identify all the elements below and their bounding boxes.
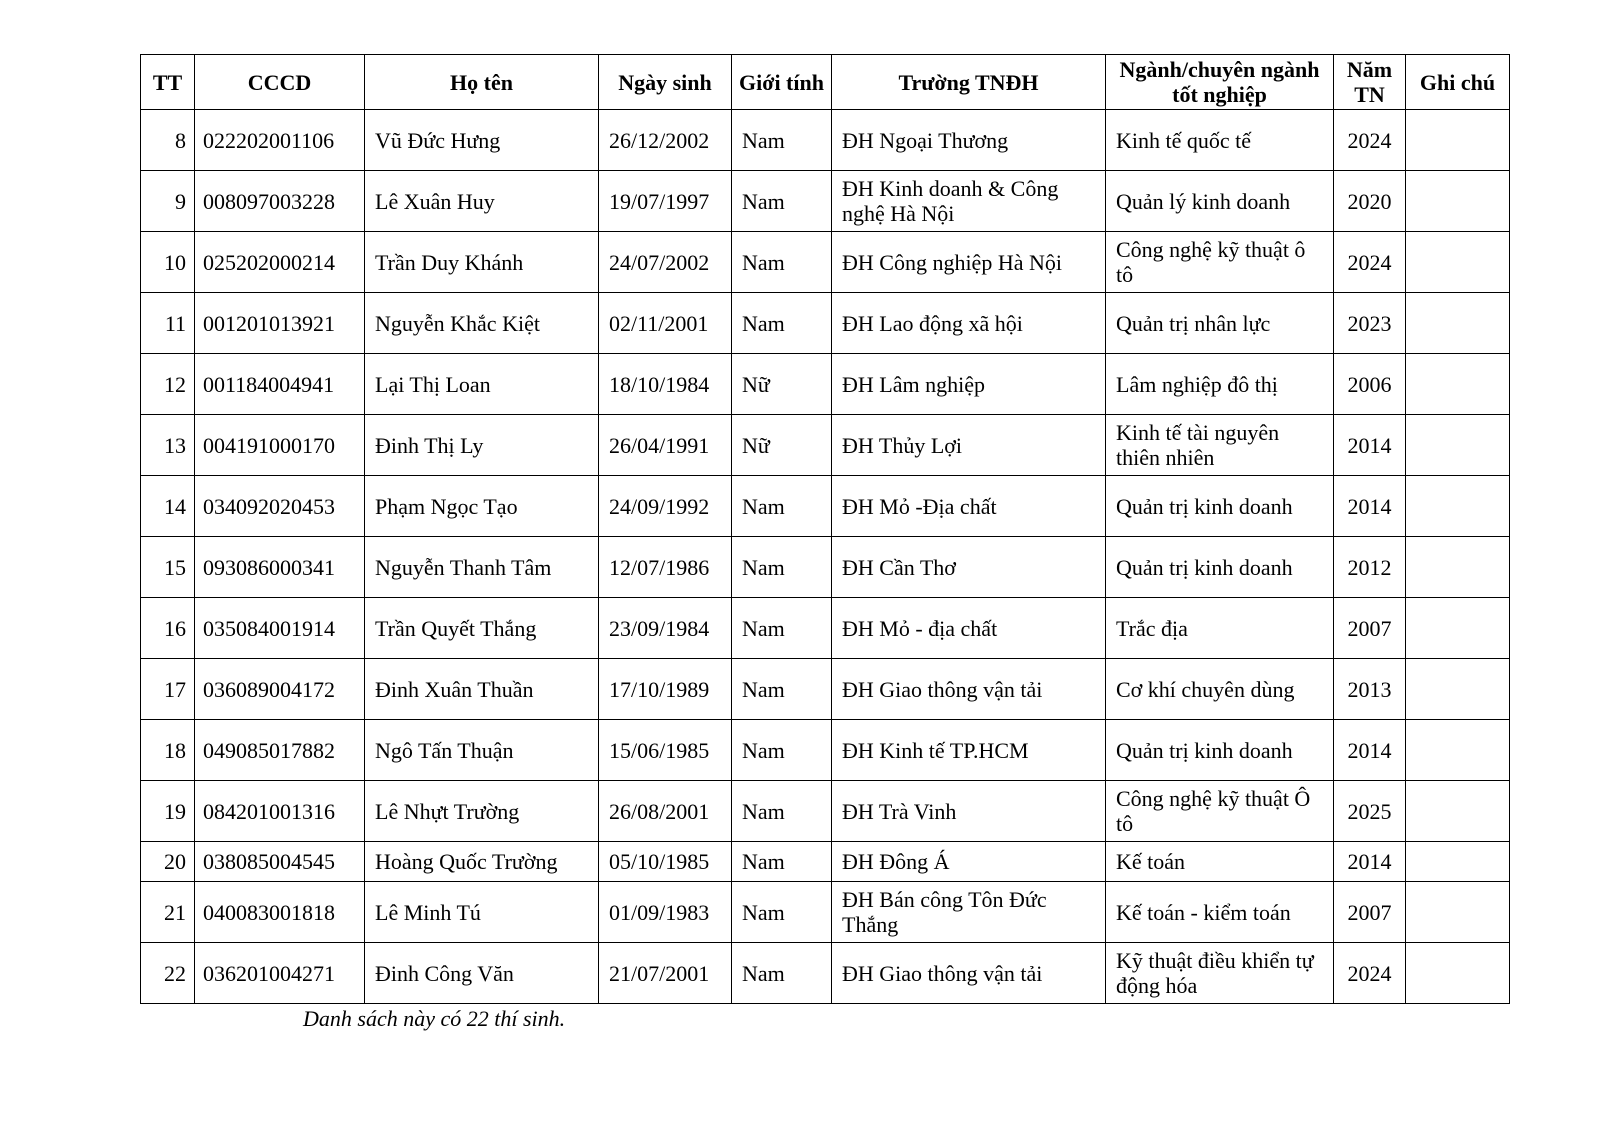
cell-tt: 10 bbox=[141, 232, 195, 293]
table-row bbox=[141, 598, 1510, 659]
cell-year: 2006 bbox=[1334, 354, 1406, 415]
cell-school: ĐH Mỏ - địa chất bbox=[832, 598, 1106, 659]
cell-cccd: 022202001106 bbox=[195, 110, 365, 171]
candidate-table bbox=[140, 54, 1510, 1004]
cell-note bbox=[1406, 415, 1510, 476]
header-name: Họ tên bbox=[365, 55, 599, 110]
cell-name: Trần Duy Khánh bbox=[365, 232, 599, 293]
cell-gender: Nam bbox=[732, 476, 832, 537]
table-row bbox=[141, 110, 1510, 171]
cell-dob: 01/09/1983 bbox=[599, 882, 732, 943]
cell-cccd: 001184004941 bbox=[195, 354, 365, 415]
cell-school: ĐH Ngoại Thương bbox=[832, 110, 1106, 171]
header-major: Ngành/chuyên ngành tốt nghiệp bbox=[1106, 55, 1334, 110]
cell-cccd: 004191000170 bbox=[195, 415, 365, 476]
cell-major: Quản trị kinh doanh bbox=[1106, 537, 1334, 598]
cell-gender: Nam bbox=[732, 171, 832, 232]
cell-note bbox=[1406, 232, 1510, 293]
cell-gender: Nam bbox=[732, 842, 832, 882]
cell-dob: 26/08/2001 bbox=[599, 781, 732, 842]
cell-major: Quản trị kinh doanh bbox=[1106, 476, 1334, 537]
cell-name: Lê Minh Tú bbox=[365, 882, 599, 943]
cell-school: ĐH Bán công Tôn Đức Thắng bbox=[832, 882, 1106, 943]
cell-name: Vũ Đức Hưng bbox=[365, 110, 599, 171]
cell-cccd: 084201001316 bbox=[195, 781, 365, 842]
cell-major: Trắc địa bbox=[1106, 598, 1334, 659]
cell-note bbox=[1406, 476, 1510, 537]
cell-year: 2007 bbox=[1334, 882, 1406, 943]
table-row bbox=[141, 943, 1510, 1004]
table-row bbox=[141, 842, 1510, 882]
cell-year: 2014 bbox=[1334, 842, 1406, 882]
cell-dob: 05/10/1985 bbox=[599, 842, 732, 882]
cell-cccd: 035084001914 bbox=[195, 598, 365, 659]
table-row bbox=[141, 781, 1510, 842]
cell-note bbox=[1406, 882, 1510, 943]
cell-tt: 13 bbox=[141, 415, 195, 476]
cell-tt: 12 bbox=[141, 354, 195, 415]
cell-major: Kinh tế tài nguyên thiên nhiên bbox=[1106, 415, 1334, 476]
cell-gender: Nam bbox=[732, 720, 832, 781]
cell-tt: 9 bbox=[141, 171, 195, 232]
table-row bbox=[141, 415, 1510, 476]
cell-tt: 19 bbox=[141, 781, 195, 842]
cell-gender: Nam bbox=[732, 537, 832, 598]
cell-year: 2023 bbox=[1334, 293, 1406, 354]
cell-major: Kế toán - kiểm toán bbox=[1106, 882, 1334, 943]
cell-gender: Nữ bbox=[732, 415, 832, 476]
cell-year: 2025 bbox=[1334, 781, 1406, 842]
table-row bbox=[141, 354, 1510, 415]
cell-name: Hoàng Quốc Trường bbox=[365, 842, 599, 882]
table-row bbox=[141, 720, 1510, 781]
cell-name: Lại Thị Loan bbox=[365, 354, 599, 415]
cell-tt: 11 bbox=[141, 293, 195, 354]
cell-tt: 16 bbox=[141, 598, 195, 659]
table-row bbox=[141, 293, 1510, 354]
cell-note bbox=[1406, 354, 1510, 415]
cell-name: Nguyễn Khắc Kiệt bbox=[365, 293, 599, 354]
cell-year: 2013 bbox=[1334, 659, 1406, 720]
cell-name: Ngô Tấn Thuận bbox=[365, 720, 599, 781]
cell-gender: Nam bbox=[732, 659, 832, 720]
cell-year: 2024 bbox=[1334, 110, 1406, 171]
cell-cccd: 034092020453 bbox=[195, 476, 365, 537]
cell-dob: 24/07/2002 bbox=[599, 232, 732, 293]
header-tt: TT bbox=[141, 55, 195, 110]
cell-major: Kế toán bbox=[1106, 842, 1334, 882]
cell-dob: 02/11/2001 bbox=[599, 293, 732, 354]
cell-major: Quản trị nhân lực bbox=[1106, 293, 1334, 354]
cell-tt: 21 bbox=[141, 882, 195, 943]
cell-dob: 26/04/1991 bbox=[599, 415, 732, 476]
cell-major: Công nghệ kỹ thuật Ô tô bbox=[1106, 781, 1334, 842]
cell-gender: Nam bbox=[732, 598, 832, 659]
cell-cccd: 093086000341 bbox=[195, 537, 365, 598]
cell-dob: 24/09/1992 bbox=[599, 476, 732, 537]
cell-dob: 17/10/1989 bbox=[599, 659, 732, 720]
cell-cccd: 001201013921 bbox=[195, 293, 365, 354]
cell-name: Đinh Thị Ly bbox=[365, 415, 599, 476]
header-dob: Ngày sinh bbox=[599, 55, 732, 110]
cell-year: 2020 bbox=[1334, 171, 1406, 232]
cell-cccd: 008097003228 bbox=[195, 171, 365, 232]
cell-name: Đinh Công Văn bbox=[365, 943, 599, 1004]
cell-dob: 18/10/1984 bbox=[599, 354, 732, 415]
cell-major: Quản lý kinh doanh bbox=[1106, 171, 1334, 232]
cell-name: Trần Quyết Thắng bbox=[365, 598, 599, 659]
cell-dob: 19/07/1997 bbox=[599, 171, 732, 232]
table-header-row bbox=[141, 55, 1510, 110]
cell-cccd: 038085004545 bbox=[195, 842, 365, 882]
cell-year: 2024 bbox=[1334, 232, 1406, 293]
cell-name: Nguyễn Thanh Tâm bbox=[365, 537, 599, 598]
table-row bbox=[141, 232, 1510, 293]
cell-gender: Nam bbox=[732, 232, 832, 293]
cell-tt: 15 bbox=[141, 537, 195, 598]
cell-name: Đinh Xuân Thuần bbox=[365, 659, 599, 720]
cell-cccd: 049085017882 bbox=[195, 720, 365, 781]
cell-dob: 26/12/2002 bbox=[599, 110, 732, 171]
cell-cccd: 025202000214 bbox=[195, 232, 365, 293]
cell-note bbox=[1406, 943, 1510, 1004]
table-row bbox=[141, 476, 1510, 537]
cell-school: ĐH Lao động xã hội bbox=[832, 293, 1106, 354]
cell-tt: 22 bbox=[141, 943, 195, 1004]
table-body bbox=[141, 110, 1510, 1004]
cell-major: Công nghệ kỹ thuật ô tô bbox=[1106, 232, 1334, 293]
cell-school: ĐH Giao thông vận tải bbox=[832, 943, 1106, 1004]
cell-dob: 15/06/1985 bbox=[599, 720, 732, 781]
cell-school: ĐH Công nghiệp Hà Nội bbox=[832, 232, 1106, 293]
cell-major: Lâm nghiệp đô thị bbox=[1106, 354, 1334, 415]
cell-note bbox=[1406, 781, 1510, 842]
cell-major: Kỹ thuật điều khiển tự động hóa bbox=[1106, 943, 1334, 1004]
cell-note bbox=[1406, 293, 1510, 354]
cell-major: Cơ khí chuyên dùng bbox=[1106, 659, 1334, 720]
cell-tt: 20 bbox=[141, 842, 195, 882]
cell-year: 2014 bbox=[1334, 476, 1406, 537]
cell-gender: Nam bbox=[732, 781, 832, 842]
cell-note bbox=[1406, 110, 1510, 171]
cell-gender: Nam bbox=[732, 943, 832, 1004]
cell-gender: Nam bbox=[732, 293, 832, 354]
header-year: Năm TN bbox=[1334, 55, 1406, 110]
cell-tt: 14 bbox=[141, 476, 195, 537]
cell-year: 2024 bbox=[1334, 943, 1406, 1004]
cell-note bbox=[1406, 659, 1510, 720]
cell-gender: Nam bbox=[732, 882, 832, 943]
cell-school: ĐH Cần Thơ bbox=[832, 537, 1106, 598]
cell-tt: 8 bbox=[141, 110, 195, 171]
cell-dob: 23/09/1984 bbox=[599, 598, 732, 659]
cell-note bbox=[1406, 171, 1510, 232]
cell-school: ĐH Kinh doanh & Công nghệ Hà Nội bbox=[832, 171, 1106, 232]
cell-tt: 17 bbox=[141, 659, 195, 720]
cell-note bbox=[1406, 842, 1510, 882]
cell-dob: 21/07/2001 bbox=[599, 943, 732, 1004]
cell-cccd: 036089004172 bbox=[195, 659, 365, 720]
cell-major: Kinh tế quốc tế bbox=[1106, 110, 1334, 171]
cell-name: Lê Nhựt Trường bbox=[365, 781, 599, 842]
cell-year: 2012 bbox=[1334, 537, 1406, 598]
cell-name: Phạm Ngọc Tạo bbox=[365, 476, 599, 537]
cell-school: ĐH Giao thông vận tải bbox=[832, 659, 1106, 720]
cell-tt: 18 bbox=[141, 720, 195, 781]
cell-school: ĐH Mỏ -Địa chất bbox=[832, 476, 1106, 537]
header-cccd: CCCD bbox=[195, 55, 365, 110]
cell-school: ĐH Đông Á bbox=[832, 842, 1106, 882]
cell-cccd: 040083001818 bbox=[195, 882, 365, 943]
header-school: Trường TNĐH bbox=[832, 55, 1106, 110]
cell-major: Quản trị kinh doanh bbox=[1106, 720, 1334, 781]
table-row bbox=[141, 537, 1510, 598]
table-row bbox=[141, 659, 1510, 720]
cell-school: ĐH Lâm nghiệp bbox=[832, 354, 1106, 415]
cell-school: ĐH Trà Vinh bbox=[832, 781, 1106, 842]
cell-year: 2014 bbox=[1334, 415, 1406, 476]
cell-gender: Nam bbox=[732, 110, 832, 171]
cell-cccd: 036201004271 bbox=[195, 943, 365, 1004]
cell-school: ĐH Kinh tế TP.HCM bbox=[832, 720, 1106, 781]
table-row bbox=[141, 171, 1510, 232]
cell-note bbox=[1406, 720, 1510, 781]
header-gender: Giới tính bbox=[732, 55, 832, 110]
cell-school: ĐH Thủy Lợi bbox=[832, 415, 1106, 476]
table-row bbox=[141, 882, 1510, 943]
cell-gender: Nữ bbox=[732, 354, 832, 415]
cell-note bbox=[1406, 598, 1510, 659]
cell-note bbox=[1406, 537, 1510, 598]
cell-dob: 12/07/1986 bbox=[599, 537, 732, 598]
header-note: Ghi chú bbox=[1406, 55, 1510, 110]
cell-year: 2014 bbox=[1334, 720, 1406, 781]
footnote: Danh sách này có 22 thí sinh. bbox=[303, 1006, 566, 1031]
cell-name: Lê Xuân Huy bbox=[365, 171, 599, 232]
cell-year: 2007 bbox=[1334, 598, 1406, 659]
